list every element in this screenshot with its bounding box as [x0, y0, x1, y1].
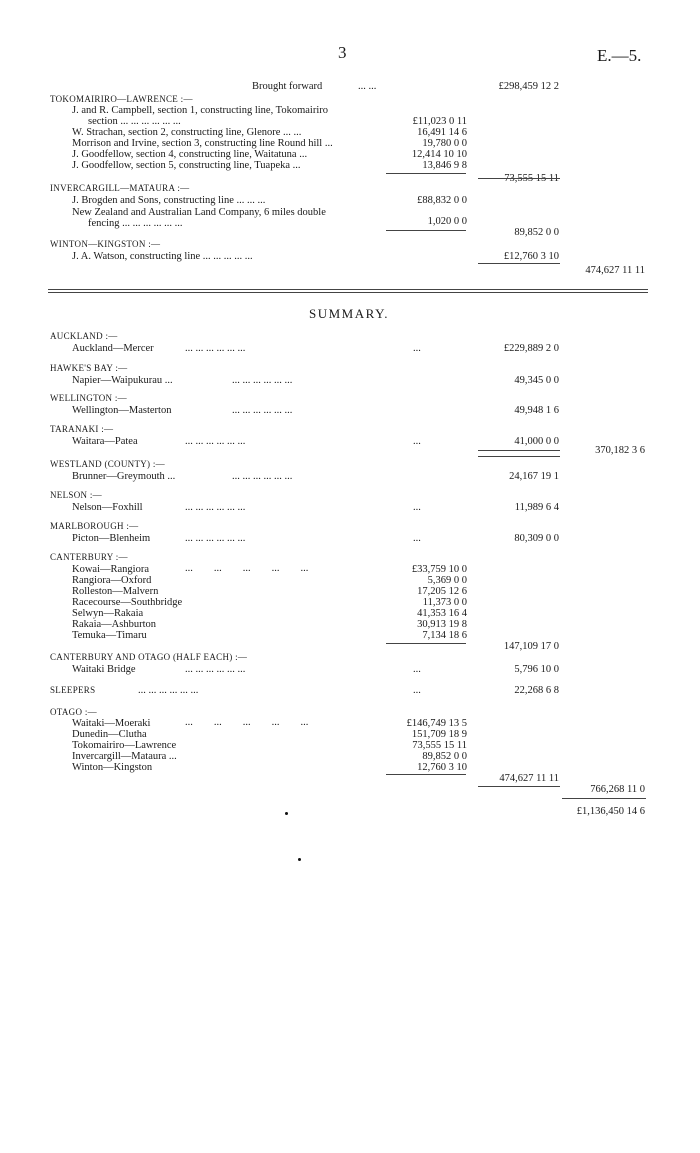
- leader-dots: ...: [413, 664, 421, 675]
- rule: [478, 263, 560, 264]
- leader-dots: ... ... ... ... ... ...: [185, 533, 246, 544]
- entry-amount: 13,846 9 8: [422, 160, 467, 171]
- line-amount: 5,369 0 0: [427, 575, 467, 586]
- section-heading-tokomairiro-lawrence: TOKOMAIRIRO—LAWRENCE :—: [50, 94, 193, 104]
- otago-grand-total: 474,627 11 11: [585, 265, 645, 276]
- line-amount: 30,913 19 8: [417, 619, 467, 630]
- province-heading-wellington: WELLINGTON :—: [50, 393, 127, 403]
- line-name: Picton—Blenheim: [72, 533, 151, 544]
- province-heading-canterbury-otago: CANTERBURY AND OTAGO (HALF EACH) :—: [50, 652, 248, 662]
- province-heading-auckland: AUCKLAND :—: [50, 331, 118, 341]
- entry-amount: 1,020 0 0: [427, 216, 467, 227]
- separator-rule: [48, 292, 648, 293]
- south-island-total: 766,268 11 0: [590, 784, 645, 795]
- rule: [386, 643, 466, 644]
- entry-text: New Zealand and Australian Land Company, 6 miles double: [72, 207, 326, 218]
- leader-dots: ... ... ... ... ... ...: [232, 375, 293, 386]
- leader-dots: ... ... ... ... ... ...: [185, 436, 246, 447]
- document-reference: E.—5.: [597, 46, 642, 65]
- line-name: Waitaki—Moeraki: [72, 718, 151, 729]
- leader-dots: ...: [413, 685, 421, 696]
- line-name: Invercargill—Mataura ...: [72, 751, 177, 762]
- line-amount: £146,749 13 5: [406, 718, 467, 729]
- leader-dots: ... ... ... ... ... ...: [185, 502, 246, 513]
- entry-text: J. Goodfellow, section 5, constructing line, Tuapeka ...: [72, 160, 301, 171]
- summary-title: SUMMARY.: [309, 306, 390, 321]
- entry-amount: 16,491 14 6: [417, 127, 467, 138]
- rule: [562, 798, 646, 799]
- grand-total: £1,136,450 14 6: [576, 806, 645, 817]
- rule: [478, 786, 560, 787]
- province-heading-taranaki: TARANAKI :—: [50, 424, 114, 434]
- rule: [478, 456, 560, 457]
- province-heading-canterbury: CANTERBURY :—: [50, 552, 128, 562]
- line-name: Wellington—Masterton: [72, 405, 172, 416]
- rule: [478, 178, 560, 179]
- line-name: Rangiora—Oxford: [72, 575, 152, 586]
- line-amount: 12,760 3 10: [417, 762, 467, 773]
- line-amount: £229,889 2 0: [503, 343, 559, 354]
- entry-amount: 19,780 0 0: [422, 138, 467, 149]
- line-name: Kowai—Rangiora: [72, 564, 149, 575]
- leader-dots: ...: [413, 343, 421, 354]
- leader-dots: ... ... ... ... ...: [185, 717, 309, 728]
- line-amount: 11,373 0 0: [422, 597, 467, 608]
- leader-dots: ...: [413, 436, 421, 447]
- line-amount: 17,205 12 6: [417, 586, 467, 597]
- line-amount: 73,555 15 11: [412, 740, 467, 751]
- line-amount: 151,709 18 9: [411, 729, 467, 740]
- line-name: Racecourse—Southbridge: [72, 597, 183, 608]
- brought-forward-label: Brought forward: [252, 81, 323, 92]
- leader-dots: ... ... ... ... ...: [185, 563, 309, 574]
- rule: [478, 450, 560, 451]
- rule: [386, 173, 466, 174]
- leader-dots: ... ... ... ... ... ...: [232, 405, 293, 416]
- province-heading-marlborough: MARLBOROUGH :—: [50, 521, 139, 531]
- line-amount: 80,309 0 0: [514, 533, 559, 544]
- line-name: Napier—Waipukurau ...: [72, 375, 173, 386]
- brought-forward-amount: £298,459 12 2: [498, 81, 559, 92]
- leader-dots: ...: [413, 533, 421, 544]
- line-name: Nelson—Foxhill: [72, 502, 143, 513]
- line-name: Waitara—Patea: [72, 436, 138, 447]
- otago-total: 474,627 11 11: [499, 773, 559, 784]
- rule: [386, 230, 466, 231]
- province-heading-hawkes-bay: HAWKE'S BAY :—: [50, 363, 128, 373]
- leader-dots: ... ... ... ... ... ...: [185, 664, 246, 675]
- canterbury-total: 147,109 17 0: [503, 641, 559, 652]
- line-amount: 41,000 0 0: [514, 436, 559, 447]
- entry-amount: £88,832 0 0: [417, 195, 467, 206]
- line-amount: 89,852 0 0: [422, 751, 467, 762]
- line-name: Waitaki Bridge: [72, 664, 136, 675]
- entry-text: J. A. Watson, constructing line ... ... ... ... ...: [72, 251, 253, 262]
- subtotal-amount: 73,555 15 11: [504, 173, 559, 184]
- line-amount: 7,134 18 6: [422, 630, 467, 641]
- rule: [386, 774, 466, 775]
- leader-dots: ... ... ... ... ... ...: [185, 343, 246, 354]
- line-name: Brunner—Greymouth ...: [72, 471, 176, 482]
- section-heading-winton-kingston: WINTON—KINGSTON :—: [50, 239, 161, 249]
- leader-dots: ... ... ... ... ... ...: [232, 471, 293, 482]
- section-heading-invercargill-mataura: INVERCARGILL—MATAURA :—: [50, 183, 190, 193]
- line-amount: 41,353 16 4: [417, 608, 467, 619]
- line-name: Auckland—Mercer: [72, 343, 154, 354]
- line-amount: £33,759 10 0: [411, 564, 467, 575]
- entry-text: fencing ... ... ... ... ... ...: [88, 218, 183, 229]
- north-island-total: 370,182 3 6: [595, 445, 645, 456]
- subtotal-amount: 89,852 0 0: [514, 227, 559, 238]
- separator-rule: [48, 289, 648, 290]
- line-name: Dunedin—Clutha: [72, 729, 147, 740]
- line-name: Temuka—Timaru: [72, 630, 147, 641]
- line-amount: 22,268 6 8: [514, 685, 559, 696]
- print-speck: [285, 812, 288, 815]
- line-amount: 49,948 1 6: [514, 405, 559, 416]
- entry-amount: £11,023 0 11: [412, 116, 467, 127]
- line-amount: 24,167 19 1: [509, 471, 559, 482]
- province-heading-otago: OTAGO :—: [50, 707, 97, 717]
- page-number: 3: [338, 43, 347, 62]
- line-name: Selwyn—Rakaia: [72, 608, 144, 619]
- line-amount: 5,796 10 0: [514, 664, 559, 675]
- line-name: Winton—Kingston: [72, 762, 153, 773]
- entry-text: J. Goodfellow, section 4, constructing line, Waitatuna ...: [72, 149, 308, 160]
- entry-amount: 12,414 10 10: [411, 149, 467, 160]
- sleepers-label: SLEEPERS: [50, 685, 96, 695]
- subtotal-amount: £12,760 3 10: [503, 251, 559, 262]
- line-name: Rakaia—Ashburton: [72, 619, 156, 630]
- line-name: Rolleston—Malvern: [72, 586, 159, 597]
- print-speck: [298, 858, 301, 861]
- line-amount: 11,989 6 4: [514, 502, 559, 513]
- entry-text: section ... ... ... ... ... ...: [88, 116, 181, 127]
- entry-text: W. Strachan, section 2, constructing line, Glenore ... ...: [72, 127, 302, 138]
- line-amount: 49,345 0 0: [514, 375, 559, 386]
- leader-dots: ...: [413, 502, 421, 513]
- line-name: Tokomairiro—Lawrence: [72, 740, 177, 751]
- brought-forward-leader: ... ...: [358, 81, 377, 92]
- province-heading-westland: WESTLAND (COUNTY) :—: [50, 459, 165, 469]
- entry-text: J. Brogden and Sons, constructing line ... ... ...: [72, 195, 266, 206]
- province-heading-nelson: NELSON :—: [50, 490, 102, 500]
- entry-text: Morrison and Irvine, section 3, constructing line Round hill ...: [72, 138, 333, 149]
- entry-text: J. and R. Campbell, section 1, constructing line, Tokomairiro: [72, 105, 328, 116]
- leader-dots: ... ... ... ... ... ...: [138, 685, 199, 696]
